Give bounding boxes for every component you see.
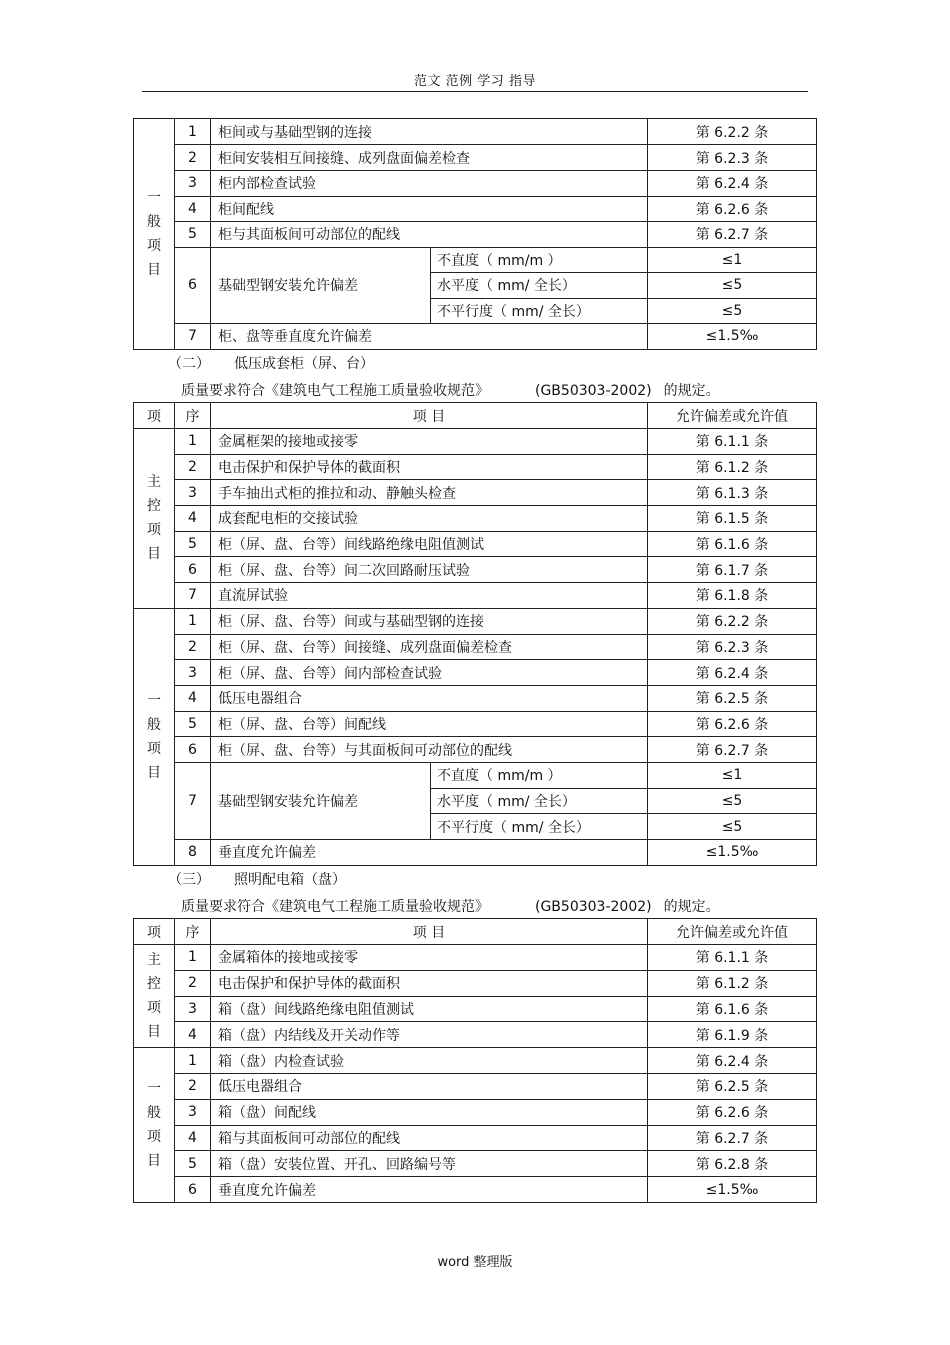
table-row xyxy=(134,119,817,145)
row-number: 3 xyxy=(175,480,211,506)
item-name: 垂直度允许偏差 xyxy=(211,1177,648,1203)
table-row xyxy=(134,1073,817,1099)
item-name: 柜（屏、盘、台等）间配线 xyxy=(211,711,648,737)
row-number: 1 xyxy=(175,1048,211,1074)
tolerance-value: ≤5 xyxy=(648,814,817,840)
allowed-value: 第 6.1.7 条 xyxy=(648,557,817,583)
tolerance-label: 不直度（ mm/m ） xyxy=(431,247,648,273)
group-label-text: 主控项目 xyxy=(147,474,161,563)
allowed-value: 第 6.2.2 条 xyxy=(648,119,817,145)
row-number: 5 xyxy=(175,531,211,557)
table-row xyxy=(134,531,817,557)
item-name: 箱（盘）内结线及开关动作等 xyxy=(211,1022,648,1048)
group-label-text: 一般项目 xyxy=(147,189,161,278)
table-row xyxy=(134,737,817,763)
table-row xyxy=(134,945,817,971)
row-number: 2 xyxy=(175,970,211,996)
tolerance-value: ≤5 xyxy=(648,298,817,324)
item-name: 箱（盘）安装位置、开孔、回路编号等 xyxy=(211,1151,648,1177)
section-2-title: （二） 低压成套柜（屏、台） xyxy=(168,356,374,372)
table-header-row xyxy=(134,919,817,945)
allowed-value: 第 6.2.7 条 xyxy=(648,222,817,248)
allowed-value: 第 6.1.5 条 xyxy=(648,506,817,532)
tolerance-value: ≤5 xyxy=(648,788,817,814)
table-row xyxy=(134,1048,817,1074)
row-number: 6 xyxy=(175,247,211,324)
item-name: 柜、盘等垂直度允许偏差 xyxy=(211,324,648,350)
header-divider xyxy=(142,91,808,92)
table-row xyxy=(134,145,817,171)
section-3-title: （三） 照明配电箱（盘） xyxy=(168,872,346,888)
allowed-value: ≤1.5‰ xyxy=(648,1177,817,1203)
table-row xyxy=(134,711,817,737)
section-2-note: 质量要求符合《建筑电气工程施工质量验收规范》 (GB50303-2002) 的规定。 xyxy=(181,383,720,399)
item-name: 金属框架的接地或接零 xyxy=(211,429,648,455)
row-number: 2 xyxy=(175,454,211,480)
item-name: 柜（屏、盘、台等）与其面板间可动部位的配线 xyxy=(211,737,648,763)
table-header-row xyxy=(134,403,817,429)
row-number: 8 xyxy=(175,840,211,866)
tolerance-label: 不平行度（ mm/ 全长） xyxy=(431,814,648,840)
item-name: 箱（盘）间配线 xyxy=(211,1099,648,1125)
page-footer: word 整理版 xyxy=(437,1255,513,1270)
table-row xyxy=(134,222,817,248)
row-number: 4 xyxy=(175,196,211,222)
item-name: 柜（屏、盘、台等）间或与基础型钢的连接 xyxy=(211,608,648,634)
allowed-value: 第 6.2.5 条 xyxy=(648,685,817,711)
allowed-value: 第 6.2.5 条 xyxy=(648,1073,817,1099)
group-label xyxy=(134,119,175,350)
row-number: 3 xyxy=(175,171,211,197)
table-row xyxy=(134,506,817,532)
header-seq: 序 xyxy=(175,919,211,945)
item-name: 柜（屏、盘、台等）间内部检查试验 xyxy=(211,660,648,686)
group-label xyxy=(134,1048,175,1203)
table-row xyxy=(134,996,817,1022)
allowed-value: 第 6.2.6 条 xyxy=(648,196,817,222)
allowed-value: 第 6.2.7 条 xyxy=(648,737,817,763)
table-row xyxy=(134,762,817,788)
item-name: 基础型钢安装允许偏差 xyxy=(211,247,431,324)
table-row xyxy=(134,1177,817,1203)
allowed-value: 第 6.1.6 条 xyxy=(648,531,817,557)
item-name: 箱（盘）间线路绝缘电阻值测试 xyxy=(211,996,648,1022)
allowed-value: 第 6.1.6 条 xyxy=(648,996,817,1022)
allowed-value: ≤1.5‰ xyxy=(648,840,817,866)
table-row xyxy=(134,196,817,222)
allowed-value: 第 6.1.9 条 xyxy=(648,1022,817,1048)
item-name: 电击保护和保护导体的截面积 xyxy=(211,970,648,996)
table-row xyxy=(134,634,817,660)
row-number: 4 xyxy=(175,685,211,711)
header-seq: 序 xyxy=(175,403,211,429)
item-name: 箱与其面板间可动部位的配线 xyxy=(211,1125,648,1151)
group-label-text: 一般项目 xyxy=(147,1081,161,1170)
table-low-voltage-cabinet xyxy=(133,402,817,866)
header-value: 允许偏差或允许值 xyxy=(648,919,817,945)
item-name: 柜与其面板间可动部位的配线 xyxy=(211,222,648,248)
allowed-value: 第 6.1.8 条 xyxy=(648,583,817,609)
table-row xyxy=(134,480,817,506)
item-name: 柜间或与基础型钢的连接 xyxy=(211,119,648,145)
allowed-value: 第 6.2.7 条 xyxy=(648,1125,817,1151)
row-number: 7 xyxy=(175,324,211,350)
allowed-value: 第 6.2.3 条 xyxy=(648,145,817,171)
group-label xyxy=(134,945,175,1048)
item-name: 柜（屏、盘、台等）间线路绝缘电阻值测试 xyxy=(211,531,648,557)
item-name: 柜间安装相互间接缝、成列盘面偏差检查 xyxy=(211,145,648,171)
item-name: 低压电器组合 xyxy=(211,685,648,711)
row-number: 2 xyxy=(175,634,211,660)
item-name: 箱（盘）内检查试验 xyxy=(211,1048,648,1074)
header-category: 项 xyxy=(134,919,175,945)
allowed-value: 第 6.1.1 条 xyxy=(648,429,817,455)
item-name: 成套配电柜的交接试验 xyxy=(211,506,648,532)
section-3-note: 质量要求符合《建筑电气工程施工质量验收规范》 (GB50303-2002) 的规定。 xyxy=(181,899,720,915)
allowed-value: 第 6.2.8 条 xyxy=(648,1151,817,1177)
table-lighting-distribution-box xyxy=(133,918,817,1203)
table-row xyxy=(134,970,817,996)
table-row xyxy=(134,1151,817,1177)
allowed-value: 第 6.2.6 条 xyxy=(648,711,817,737)
row-number: 7 xyxy=(175,762,211,839)
tolerance-label: 不直度（ mm/m ） xyxy=(431,762,648,788)
tolerance-label: 水平度（ mm/ 全长） xyxy=(431,273,648,299)
row-number: 5 xyxy=(175,1151,211,1177)
item-name: 柜（屏、盘、台等）间二次回路耐压试验 xyxy=(211,557,648,583)
row-number: 1 xyxy=(175,119,211,145)
table-row xyxy=(134,1022,817,1048)
header-item: 项 目 xyxy=(211,403,648,429)
group-label-text: 一般项目 xyxy=(147,692,161,781)
allowed-value: 第 6.1.2 条 xyxy=(648,454,817,480)
tolerance-value: ≤5 xyxy=(648,273,817,299)
row-number: 3 xyxy=(175,660,211,686)
row-number: 3 xyxy=(175,996,211,1022)
tolerance-label: 水平度（ mm/ 全长） xyxy=(431,788,648,814)
page-header: 范文 范例 学习 指导 xyxy=(414,74,536,89)
item-name: 金属箱体的接地或接零 xyxy=(211,945,648,971)
row-number: 4 xyxy=(175,1125,211,1151)
allowed-value: 第 6.2.6 条 xyxy=(648,1099,817,1125)
table-row xyxy=(134,1125,817,1151)
item-name: 低压电器组合 xyxy=(211,1073,648,1099)
row-number: 4 xyxy=(175,1022,211,1048)
allowed-value: 第 6.2.3 条 xyxy=(648,634,817,660)
row-number: 7 xyxy=(175,583,211,609)
table-row xyxy=(134,608,817,634)
header-category: 项 xyxy=(134,403,175,429)
allowed-value: 第 6.1.3 条 xyxy=(648,480,817,506)
table-row xyxy=(134,583,817,609)
header-item: 项 目 xyxy=(211,919,648,945)
tolerance-value: ≤1 xyxy=(648,762,817,788)
row-number: 6 xyxy=(175,1177,211,1203)
table-row xyxy=(134,1099,817,1125)
table-row xyxy=(134,660,817,686)
row-number: 1 xyxy=(175,608,211,634)
table-row xyxy=(134,557,817,583)
tolerance-label: 不平行度（ mm/ 全长） xyxy=(431,298,648,324)
allowed-value: 第 6.1.1 条 xyxy=(648,945,817,971)
item-name: 电击保护和保护导体的截面积 xyxy=(211,454,648,480)
tolerance-value: ≤1 xyxy=(648,247,817,273)
item-name: 柜（屏、盘、台等）间接缝、成列盘面偏差检查 xyxy=(211,634,648,660)
row-number: 2 xyxy=(175,145,211,171)
row-number: 6 xyxy=(175,557,211,583)
table-row xyxy=(134,429,817,455)
header-value: 允许偏差或允许值 xyxy=(648,403,817,429)
row-number: 2 xyxy=(175,1073,211,1099)
row-number: 5 xyxy=(175,222,211,248)
allowed-value: 第 6.1.2 条 xyxy=(648,970,817,996)
item-name: 手车抽出式柜的推拉和动、静触头检查 xyxy=(211,480,648,506)
row-number: 4 xyxy=(175,506,211,532)
table-row xyxy=(134,247,817,273)
table-row xyxy=(134,840,817,866)
table-row xyxy=(134,454,817,480)
table-row xyxy=(134,685,817,711)
group-label-text: 主控项目 xyxy=(147,952,161,1041)
table-general-items-cabinet xyxy=(133,118,817,350)
row-number: 1 xyxy=(175,429,211,455)
item-name: 直流屏试验 xyxy=(211,583,648,609)
row-number: 6 xyxy=(175,737,211,763)
allowed-value: ≤1.5‰ xyxy=(648,324,817,350)
item-name: 柜内部检查试验 xyxy=(211,171,648,197)
group-label xyxy=(134,429,175,609)
item-name: 基础型钢安装允许偏差 xyxy=(211,762,431,839)
item-name: 垂直度允许偏差 xyxy=(211,840,648,866)
allowed-value: 第 6.2.4 条 xyxy=(648,171,817,197)
allowed-value: 第 6.2.4 条 xyxy=(648,1048,817,1074)
allowed-value: 第 6.2.4 条 xyxy=(648,660,817,686)
row-number: 3 xyxy=(175,1099,211,1125)
item-name: 柜间配线 xyxy=(211,196,648,222)
group-label xyxy=(134,608,175,865)
table-row xyxy=(134,324,817,350)
row-number: 5 xyxy=(175,711,211,737)
allowed-value: 第 6.2.2 条 xyxy=(648,608,817,634)
table-row xyxy=(134,171,817,197)
row-number: 1 xyxy=(175,945,211,971)
